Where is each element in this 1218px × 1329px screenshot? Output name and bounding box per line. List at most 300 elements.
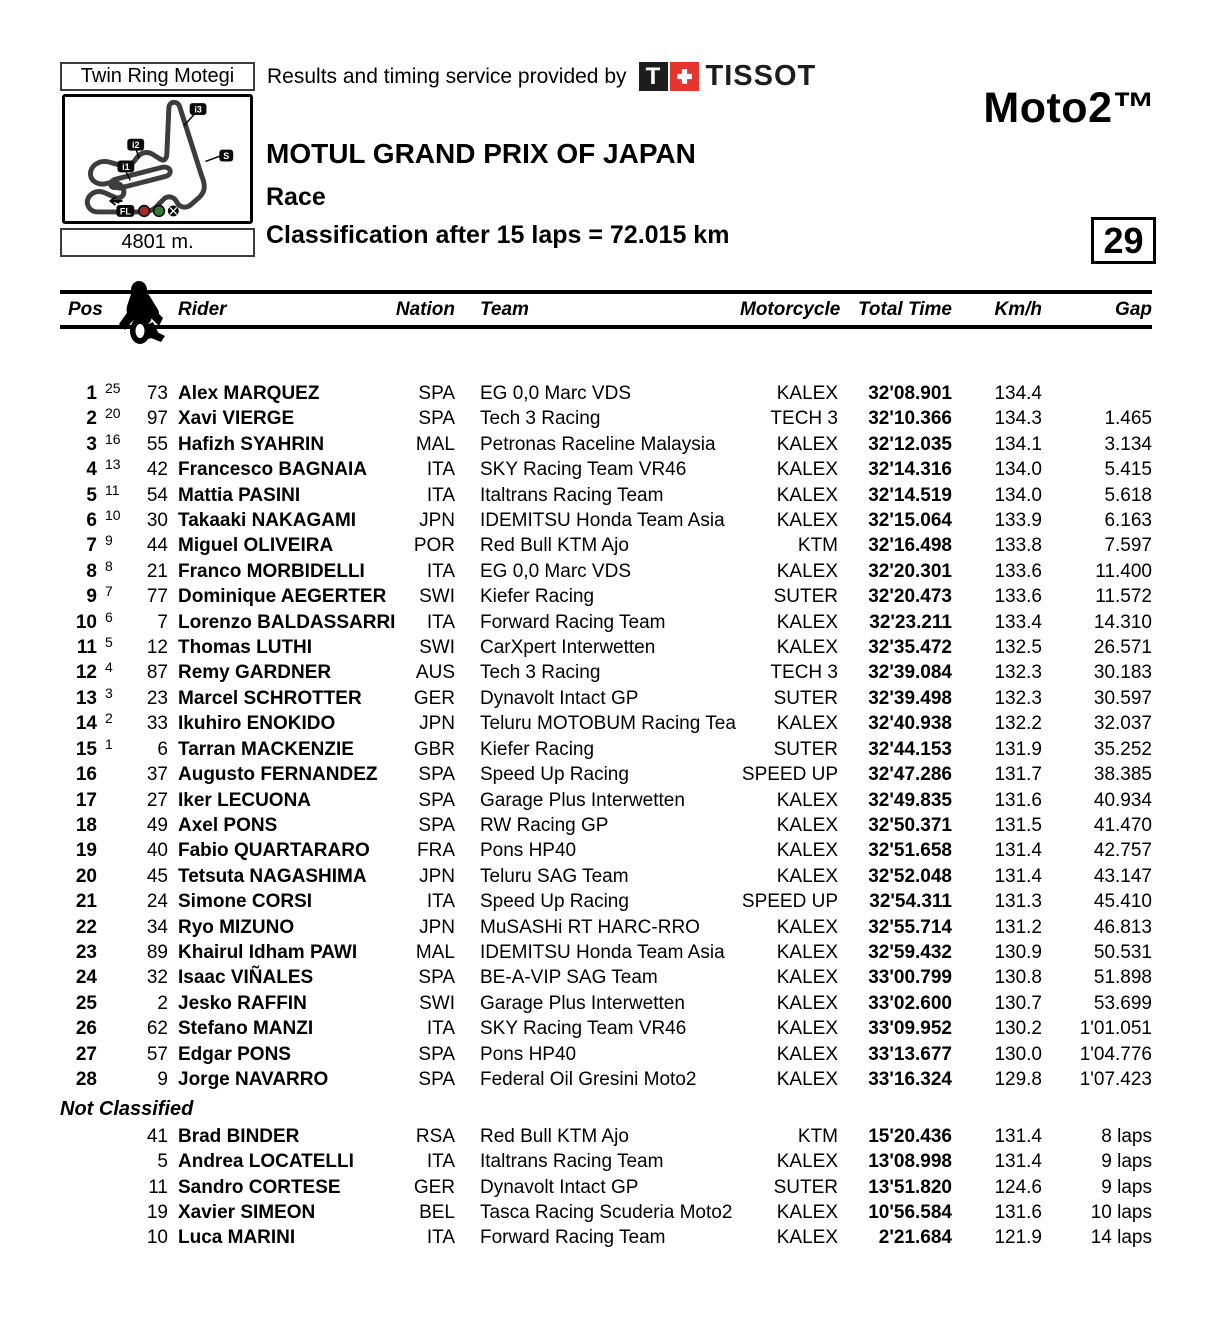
motorcycle-cell: KALEX [776, 560, 838, 582]
team-cell: Tech 3 Racing [480, 408, 601, 430]
rider-name-cell: Simone CORSI [178, 891, 313, 913]
gap-cell: 26.571 [1093, 637, 1152, 659]
rider-number-cell: 73 [146, 383, 168, 404]
motorcycle-cell: KALEX [776, 1018, 838, 1040]
motorcycle-cell: KALEX [776, 433, 838, 455]
table-row [60, 584, 1152, 609]
kmh-cell: 133.6 [994, 586, 1042, 608]
rider-number-cell: 30 [146, 510, 168, 532]
pos-cell [60, 1225, 97, 1250]
gap-cell [1042, 381, 1152, 406]
points-cell [97, 884, 130, 909]
points-cell [97, 757, 130, 782]
motorcycle-cell: KALEX [776, 992, 838, 1014]
map-label-i1: i1 [122, 161, 130, 172]
rider-name-cell: Axel PONS [178, 814, 278, 836]
total-time-cell: 13'51.820 [868, 1176, 952, 1198]
rider-number-cell: 34 [146, 916, 168, 938]
rider-number-cell: 24 [146, 891, 168, 913]
points-cell: 3 [105, 684, 113, 701]
header-total-time: Total Time [858, 298, 952, 320]
gap-cell: 51.898 [1093, 967, 1152, 989]
nation-cell: SPA [418, 1068, 455, 1090]
points-cell: 6 [105, 608, 113, 625]
not-classified-label: Not Classified [60, 1098, 194, 1121]
table-row [60, 381, 1152, 406]
motorcycle-cell: KALEX [776, 383, 838, 404]
kmh-cell: 130.9 [994, 941, 1042, 963]
rider-number-cell: 89 [146, 941, 168, 963]
pos-cell: 8 [86, 560, 97, 582]
team-cell: Garage Plus Interwetten [480, 992, 685, 1014]
total-time-cell: 32'52.048 [868, 865, 952, 887]
tissot-t-icon: T [639, 62, 668, 91]
gap-cell: 41.470 [1093, 814, 1152, 836]
table-row [60, 838, 1152, 863]
team-cell: Tech 3 Racing [480, 662, 601, 684]
nation-cell: JPN [419, 865, 455, 887]
pos-cell: 9 [86, 586, 97, 608]
motorcycle-cell: TECH 3 [770, 662, 838, 684]
page-number-box [1091, 217, 1156, 264]
table-row [60, 1175, 1152, 1200]
rider-number-cell: 6 [157, 738, 168, 760]
nation-cell: GER [413, 687, 455, 709]
rider-number-cell: 7 [157, 611, 168, 633]
team-cell: Italtrans Racing Team [480, 1151, 664, 1173]
gap-cell: 38.385 [1093, 764, 1152, 786]
rider-name-cell: Marcel SCHROTTER [178, 687, 362, 709]
points-cell: 2 [105, 710, 113, 727]
team-cell: Kiefer Racing [480, 738, 595, 760]
header-pos: Pos [68, 298, 103, 320]
rider-name-cell: Jorge NAVARRO [178, 1068, 329, 1090]
category-title: Moto2™ [983, 84, 1156, 132]
gap-cell: 14 laps [1090, 1227, 1152, 1249]
table-row [60, 686, 1152, 711]
results-table [60, 290, 1152, 1251]
rider-name-cell: Xavier SIMEON [178, 1202, 316, 1223]
rider-number-cell: 27 [146, 789, 168, 811]
gap-cell: 53.699 [1093, 992, 1152, 1014]
points-cell: 9 [105, 532, 113, 549]
table-row [60, 737, 1152, 762]
motorcycle-cell: KTM [797, 535, 838, 557]
rider-name-cell: Fabio QUARTARARO [178, 840, 370, 862]
motorcycle-cell: SUTER [773, 687, 838, 709]
points-cell [97, 808, 130, 833]
rider-number-cell: 45 [146, 865, 168, 887]
table-row [60, 1016, 1152, 1041]
gap-cell: 6.163 [1104, 510, 1152, 532]
kmh-cell: 121.9 [994, 1227, 1042, 1249]
total-time-cell: 32'14.519 [868, 484, 952, 506]
kmh-cell: 131.4 [994, 1151, 1042, 1173]
nation-cell: ITA [426, 1018, 455, 1040]
motorcycle-cell: SPEED UP [741, 764, 838, 786]
swiss-cross-icon [670, 62, 699, 91]
nation-cell: SWI [419, 637, 455, 659]
rider-name-cell: Xavi VIERGE [178, 408, 295, 430]
gap-cell: 40.934 [1093, 789, 1152, 811]
motorcycle-cell: KALEX [776, 1068, 838, 1090]
gap-cell: 46.813 [1093, 916, 1152, 938]
total-time-cell: 32'14.316 [868, 459, 952, 481]
points-cell [97, 935, 130, 960]
nation-cell: ITA [426, 1227, 455, 1249]
points-cell [97, 1170, 130, 1195]
nation-cell: RSA [415, 1125, 455, 1147]
header-gap: Gap [1115, 298, 1152, 320]
team-cell: Pons HP40 [480, 840, 577, 862]
rider-name-cell: Remy GARDNER [178, 662, 332, 684]
rider-name-cell: Tarran MACKENZIE [178, 738, 354, 760]
total-time-cell: 10'56.584 [868, 1202, 952, 1223]
pos-cell: 2 [86, 408, 97, 430]
rider-name-cell: Lorenzo BALDASSARRI [178, 611, 396, 633]
table-row [60, 940, 1152, 965]
circuit-length: 4801 m. [121, 231, 194, 253]
table-row [60, 1200, 1152, 1225]
rider-name-cell: Tetsuta NAGASHIMA [178, 865, 367, 887]
kmh-cell: 132.3 [994, 662, 1042, 684]
header-motorcycle: Motorcycle [740, 298, 841, 320]
motorcycle-cell: KALEX [776, 1202, 838, 1223]
rider-number-cell: 87 [146, 662, 168, 684]
map-label-s: S [223, 151, 230, 161]
total-time-cell: 32'08.901 [868, 383, 952, 404]
kmh-cell: 133.9 [994, 510, 1042, 532]
table-row [60, 508, 1152, 533]
points-cell: 11 [105, 481, 120, 498]
tissot-logo [639, 60, 817, 93]
rider-name-cell: Mattia PASINI [178, 484, 301, 506]
nation-cell: SPA [418, 814, 455, 836]
nation-cell: SPA [418, 408, 455, 430]
nation-cell: AUS [415, 662, 455, 684]
points-cell: 8 [105, 557, 113, 574]
rider-number-cell: 11 [148, 1176, 168, 1198]
header-nation: Nation [395, 298, 455, 320]
points-cell [97, 1011, 130, 1036]
pos-cell: 3 [86, 433, 97, 455]
team-cell: EG 0,0 Marc VDS [480, 560, 631, 582]
nation-cell: POR [413, 535, 455, 557]
team-cell: RW Racing GP [480, 814, 609, 836]
table-row [60, 1225, 1152, 1250]
header-bottom-rule [60, 325, 1152, 329]
rider-number-cell: 9 [157, 1068, 168, 1090]
total-time-cell: 33'16.324 [868, 1068, 952, 1090]
gap-cell: 43.147 [1093, 865, 1152, 887]
classified-rows [60, 381, 1152, 1092]
kmh-cell: 131.4 [994, 1125, 1042, 1147]
rider-name-cell: Iker LECUONA [178, 789, 312, 811]
total-time-cell: 32'44.153 [868, 738, 952, 760]
rider-number-cell: 37 [146, 764, 168, 786]
table-row [60, 457, 1152, 482]
motorcycle-cell: KALEX [776, 789, 838, 811]
table-row [60, 762, 1152, 787]
circuit-name: Twin Ring Motegi [80, 65, 235, 87]
kmh-cell: 132.5 [994, 637, 1042, 659]
pos-cell: 27 [75, 1043, 97, 1065]
gap-cell: 35.252 [1093, 738, 1152, 760]
table-row [60, 889, 1152, 914]
table-row [60, 660, 1152, 685]
pos-cell: 15 [75, 738, 97, 760]
points-cell: 13 [105, 456, 121, 473]
points-cell: 10 [105, 507, 121, 524]
pos-cell: 7 [86, 535, 97, 557]
table-header-row [60, 294, 1152, 325]
table-row [60, 813, 1152, 838]
total-time-cell: 32'10.366 [868, 408, 952, 430]
nation-cell: SWI [419, 586, 455, 608]
gap-cell: 14.310 [1093, 611, 1152, 633]
kmh-cell: 130.0 [994, 1043, 1042, 1065]
event-title: MOTUL GRAND PRIX OF JAPAN [266, 138, 696, 169]
gap-cell: 11.572 [1095, 586, 1152, 608]
rider-number-cell: 42 [146, 459, 168, 481]
motorcycle-cell: KALEX [776, 459, 838, 481]
map-label-i2: i2 [132, 140, 140, 151]
red-light-icon [139, 205, 150, 216]
team-cell: Dynavolt Intact GP [480, 1176, 639, 1198]
pos-cell [60, 1124, 97, 1149]
team-cell: Speed Up Racing [480, 891, 629, 913]
points-cell: 1 [105, 735, 113, 752]
nation-cell: ITA [426, 891, 455, 913]
team-cell: SKY Racing Team VR46 [480, 459, 687, 481]
team-cell: Forward Racing Team [480, 1227, 666, 1249]
pos-cell: 18 [75, 814, 97, 836]
pos-cell: 4 [86, 459, 97, 481]
rider-number-cell: 32 [146, 967, 168, 989]
table-row [60, 788, 1152, 813]
motorcyclist-icon [113, 280, 169, 346]
table-row [60, 432, 1152, 457]
map-label-fl: FL [119, 206, 131, 217]
gap-cell: 5.618 [1104, 484, 1152, 506]
motorcycle-cell: KALEX [776, 1151, 838, 1173]
rider-number-cell: 10 [146, 1227, 168, 1249]
kmh-cell: 134.4 [994, 383, 1042, 404]
pos-cell: 19 [75, 840, 97, 862]
kmh-cell: 134.0 [994, 484, 1042, 506]
total-time-cell: 32'15.064 [868, 510, 952, 532]
rider-name-cell: Dominique AEGERTER [178, 586, 387, 608]
rider-name-cell: Andrea LOCATELLI [178, 1151, 354, 1173]
motorcycle-cell: KALEX [776, 1227, 838, 1249]
pos-cell: 25 [75, 992, 97, 1014]
rider-number-cell: 41 [146, 1125, 168, 1147]
gap-cell: 1'07.423 [1079, 1068, 1152, 1090]
rider-name-cell: Takaaki NAKAGAMI [178, 510, 357, 532]
rider-name-cell: Ikuhiro ENOKIDO [178, 713, 336, 735]
rider-name-cell: Thomas LUTHI [178, 637, 313, 659]
pos-cell [60, 1200, 97, 1225]
chequered-flag-icon [168, 205, 179, 216]
points-cell: 25 [105, 380, 121, 396]
points-cell [97, 1220, 130, 1245]
nation-cell: ITA [426, 484, 455, 506]
nation-cell: GER [413, 1176, 455, 1198]
team-cell: Red Bull KTM Ajo [480, 535, 629, 557]
page-number: 29 [1103, 219, 1144, 261]
pos-cell: 12 [75, 662, 97, 684]
total-time-cell: 32'12.035 [868, 433, 952, 455]
nation-cell: BEL [419, 1202, 455, 1223]
nation-cell: SPA [418, 1043, 455, 1065]
pos-cell: 14 [75, 713, 97, 735]
gap-cell: 1'01.051 [1079, 1018, 1152, 1040]
rider-number-cell: 77 [146, 586, 168, 608]
header-rider: Rider [178, 298, 227, 320]
table-row [60, 1124, 1152, 1149]
kmh-cell: 131.5 [994, 814, 1042, 836]
circuit-length-box [60, 228, 255, 257]
pos-cell: 11 [76, 637, 97, 659]
rider-number-cell: 49 [146, 814, 168, 836]
motorcycle-cell: TECH 3 [770, 408, 838, 430]
motorcycle-cell: KALEX [776, 916, 838, 938]
total-time-cell: 33'09.952 [868, 1018, 952, 1040]
nation-cell: JPN [419, 713, 455, 735]
kmh-cell: 134.0 [994, 459, 1042, 481]
rider-name-cell: Augusto FERNANDEZ [178, 764, 378, 786]
points-cell [97, 1119, 130, 1144]
gap-cell: 7.597 [1104, 535, 1152, 557]
total-time-cell: 13'08.998 [868, 1151, 952, 1173]
total-time-cell: 32'59.432 [868, 941, 952, 963]
rider-name-cell: Stefano MANZI [178, 1018, 314, 1040]
rider-name-cell: Jesko RAFFIN [178, 992, 307, 1014]
table-row [60, 711, 1152, 736]
motorcycle-cell: KALEX [776, 1043, 838, 1065]
points-cell: 4 [105, 659, 113, 676]
rider-number-cell: 54 [146, 484, 168, 506]
pos-cell: 23 [75, 941, 97, 963]
total-time-cell: 32'51.658 [868, 840, 952, 862]
team-cell: Italtrans Racing Team [480, 484, 664, 506]
pos-cell: 20 [75, 865, 97, 887]
total-time-cell: 33'00.799 [868, 967, 952, 989]
total-time-cell: 32'39.084 [868, 662, 952, 684]
provided-by-line [267, 60, 816, 93]
kmh-cell: 133.8 [994, 535, 1042, 557]
kmh-cell: 131.4 [994, 865, 1042, 887]
table-row [60, 635, 1152, 660]
gap-cell: 42.757 [1093, 840, 1152, 862]
total-time-cell: 32'50.371 [868, 814, 952, 836]
gap-cell: 5.415 [1104, 459, 1152, 481]
points-cell: 16 [105, 430, 121, 447]
points-cell [97, 910, 130, 935]
kmh-cell: 130.8 [994, 967, 1042, 989]
total-time-cell: 32'35.472 [868, 637, 952, 659]
points-cell [97, 960, 130, 985]
nation-cell: ITA [426, 611, 455, 633]
rider-number-cell: 23 [146, 687, 168, 709]
total-time-cell: 15'20.436 [868, 1125, 952, 1147]
kmh-cell: 132.3 [994, 687, 1042, 709]
rider-number-cell: 44 [146, 535, 168, 557]
kmh-cell: 131.3 [994, 891, 1042, 913]
header-team: Team [480, 298, 529, 320]
total-time-cell: 32'49.835 [868, 789, 952, 811]
team-cell: Kiefer Racing [480, 586, 595, 608]
table-row [60, 965, 1152, 990]
total-time-cell: 32'20.301 [868, 560, 952, 582]
gap-cell: 30.183 [1093, 662, 1152, 684]
nation-cell: SPA [418, 789, 455, 811]
motorcycle-cell: KALEX [776, 637, 838, 659]
motorcycle-cell: KALEX [776, 967, 838, 989]
table-row [60, 864, 1152, 889]
motorcycle-cell: KALEX [776, 484, 838, 506]
points-cell [97, 859, 130, 884]
rider-number-cell: 19 [146, 1202, 168, 1223]
pos-cell: 28 [75, 1068, 97, 1090]
points-cell: 5 [105, 634, 113, 651]
nation-cell: SWI [419, 992, 455, 1014]
gap-cell: 10 laps [1090, 1202, 1152, 1223]
not-classified-rows [60, 1124, 1152, 1251]
table-row [60, 610, 1152, 635]
motorcycle-cell: SPEED UP [741, 891, 838, 913]
rider-number-cell: 62 [146, 1018, 168, 1040]
kmh-cell: 134.1 [994, 433, 1042, 455]
pos-cell: 22 [75, 916, 97, 938]
session-name: Race [266, 183, 326, 211]
gap-cell: 30.597 [1093, 687, 1152, 709]
track-map [62, 94, 253, 224]
team-cell: Dynavolt Intact GP [480, 687, 639, 709]
team-cell: IDEMITSU Honda Team Asia [480, 941, 725, 963]
team-cell: CarXpert Interwetten [480, 637, 656, 659]
gap-cell: 1'04.776 [1079, 1043, 1152, 1065]
team-cell: Petronas Raceline Malaysia [480, 433, 716, 455]
kmh-cell: 131.6 [994, 1202, 1042, 1223]
kmh-cell: 131.9 [994, 738, 1042, 760]
points-cell [97, 1144, 130, 1169]
total-time-cell: 32'20.473 [868, 586, 952, 608]
motorcycle-cell: SUTER [773, 586, 838, 608]
kmh-cell: 130.2 [994, 1018, 1042, 1040]
rider-name-cell: Brad BINDER [178, 1125, 300, 1147]
rider-number-cell: 57 [146, 1043, 168, 1065]
rider-name-cell: Hafizh SYAHRIN [178, 433, 325, 455]
circuit-name-box [60, 62, 255, 91]
rider-name-cell: Ryo MIZUNO [178, 916, 295, 938]
rider-name-cell: Alex MARQUEZ [178, 383, 320, 404]
gap-cell: 1.465 [1104, 408, 1152, 430]
total-time-cell: 32'54.311 [869, 891, 952, 913]
pos-cell: 10 [75, 611, 97, 633]
table-row [60, 991, 1152, 1016]
table-row [60, 1042, 1152, 1067]
points-cell [97, 1195, 130, 1220]
nation-cell: JPN [419, 916, 455, 938]
table-row [60, 915, 1152, 940]
motorcycle-cell: KALEX [776, 510, 838, 532]
total-time-cell: 2'21.684 [878, 1227, 952, 1249]
motorcycle-cell: KALEX [776, 840, 838, 862]
rider-number-cell: 5 [157, 1151, 168, 1173]
motorcycle-cell: KALEX [776, 611, 838, 633]
points-cell: 7 [105, 583, 113, 600]
